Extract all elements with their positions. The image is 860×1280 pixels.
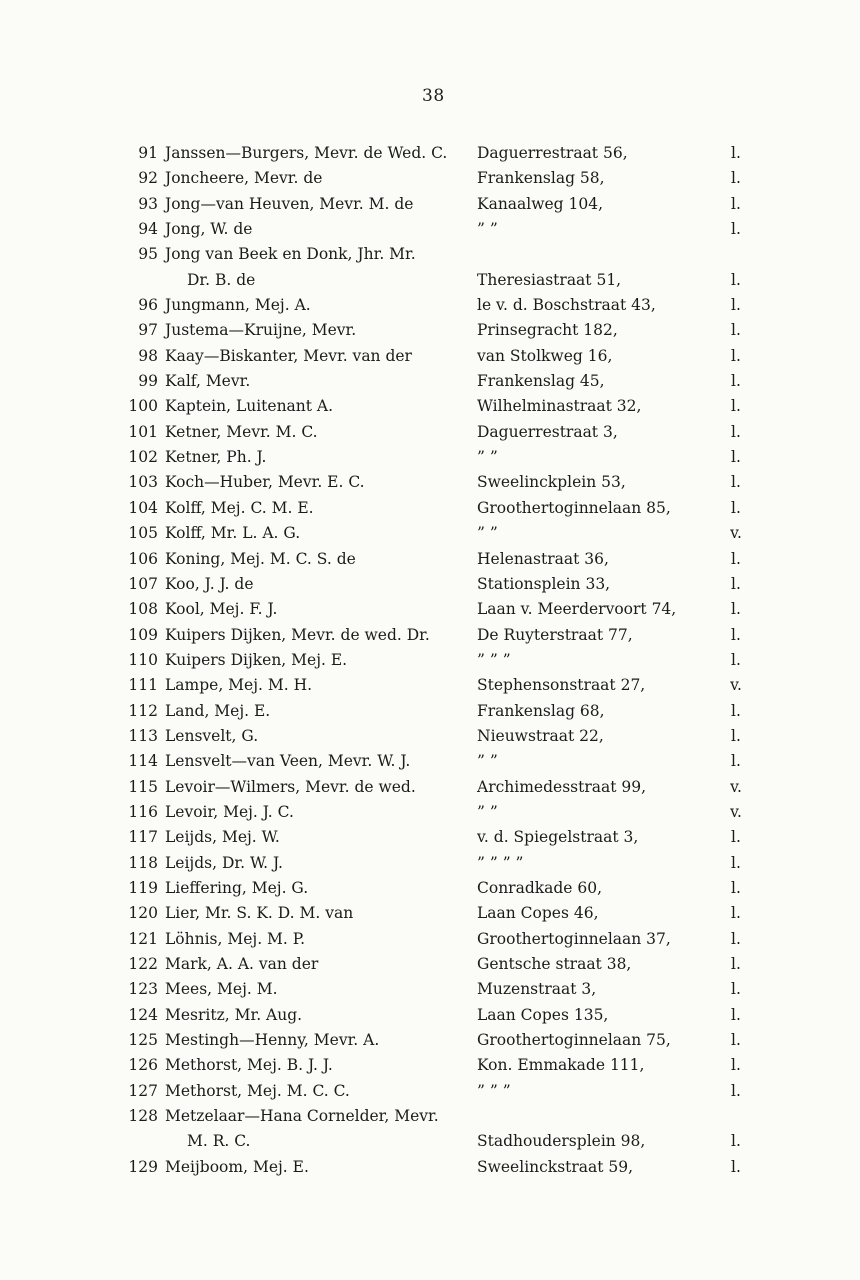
register-entry xyxy=(0,496,860,521)
entry-number: 93 xyxy=(138,194,158,213)
entry-address: Stephensonstraat 27, xyxy=(477,676,646,695)
register-entry xyxy=(0,394,860,419)
entry-name: Land, Mej. E. xyxy=(165,701,271,720)
entry-number: 124 xyxy=(128,1005,158,1024)
entry-number: 98 xyxy=(138,346,158,365)
entry-name: Koo, J. J. de xyxy=(165,574,254,593)
register-entry xyxy=(0,369,860,394)
register-entry xyxy=(0,547,860,572)
register-entry xyxy=(0,749,860,774)
entry-status: l. xyxy=(731,296,741,315)
register-entry xyxy=(0,344,860,369)
entry-number: 105 xyxy=(128,524,158,543)
entry-number: 96 xyxy=(138,296,158,315)
entry-address: v. d. Spiegelstraat 3, xyxy=(477,828,639,847)
entry-name-continuation: Dr. B. de xyxy=(187,270,256,289)
entry-address: Laan v. Meerdervoort 74, xyxy=(477,600,677,619)
entry-name: Ketner, Ph. J. xyxy=(165,448,267,467)
entry-address: Wilhelminastraat 32, xyxy=(477,397,642,416)
entry-name: Mees, Mej. M. xyxy=(165,980,278,999)
entry-status: l. xyxy=(731,169,741,188)
entry-name: Joncheere, Mevr. de xyxy=(165,169,323,188)
entry-status: l. xyxy=(731,397,741,416)
entry-number: 115 xyxy=(128,777,158,796)
entry-number: 92 xyxy=(138,169,158,188)
register-entry xyxy=(0,470,860,495)
entry-number: 110 xyxy=(128,650,158,669)
entry-number: 109 xyxy=(128,625,158,644)
entry-address: Muzenstraat 3, xyxy=(477,980,597,999)
register-entry xyxy=(0,825,860,850)
entry-number: 117 xyxy=(128,828,158,847)
entry-number: 99 xyxy=(138,372,158,391)
entry-status: l. xyxy=(731,1081,741,1100)
entry-address: Archimedesstraat 99, xyxy=(477,777,647,796)
entry-number: 100 xyxy=(128,397,158,416)
entry-name: Metzelaar—Hana Cornelder, Mevr. xyxy=(165,1107,439,1126)
entry-address: Sweelinckstraat 59, xyxy=(477,1157,634,1176)
entry-status: l. xyxy=(731,701,741,720)
entry-name: Meijboom, Mej. E. xyxy=(165,1157,309,1176)
entry-address: Stadhoudersplein 98, xyxy=(477,1132,646,1151)
register-entry xyxy=(0,1104,860,1155)
entry-name: Leijds, Mej. W. xyxy=(165,828,280,847)
entry-number: 108 xyxy=(128,600,158,619)
entry-number: 111 xyxy=(128,676,158,695)
entry-status: l. xyxy=(731,955,741,973)
entry-name-continuation: M. R. C. xyxy=(187,1132,251,1151)
entry-address: ” ” ” xyxy=(477,650,511,669)
register-entry xyxy=(0,420,860,445)
register-entry xyxy=(0,673,860,698)
entry-status: l. xyxy=(731,346,741,365)
entry-name: Mesritz, Mr. Aug. xyxy=(165,1005,303,1024)
entry-status: v. xyxy=(730,676,742,695)
entry-number: 125 xyxy=(128,1031,158,1050)
entry-status: l. xyxy=(731,473,741,492)
entry-number: 102 xyxy=(128,448,158,467)
entry-name: Ketner, Mevr. M. C. xyxy=(165,422,318,441)
entry-name: Kolff, Mr. L. A. G. xyxy=(165,524,301,543)
entry-status: l. xyxy=(731,372,741,391)
register-entry xyxy=(0,166,860,191)
entry-status: l. xyxy=(731,650,741,669)
entry-address: Daguerrestraat 56, xyxy=(477,144,628,162)
entry-name: Lensvelt, G. xyxy=(165,726,259,745)
register-entry xyxy=(0,699,860,724)
entry-status: l. xyxy=(731,321,741,340)
entry-name: Kalf, Mevr. xyxy=(165,372,251,391)
entry-name: Kolff, Mej. C. M. E. xyxy=(165,498,314,517)
register-entry xyxy=(0,597,860,622)
entry-name: Jungmann, Mej. A. xyxy=(165,296,311,315)
entry-address: ” ” xyxy=(477,524,498,543)
entry-name: Löhnis, Mej. M. P. xyxy=(165,929,305,948)
entry-status: l. xyxy=(731,1157,741,1176)
entry-number: 91 xyxy=(138,144,158,162)
entry-address: ” ” xyxy=(477,752,498,771)
entry-name: Kool, Mej. F. J. xyxy=(165,600,278,619)
entry-name: Levoir—Wilmers, Mevr. de wed. xyxy=(165,777,416,796)
register-entry xyxy=(0,775,860,800)
register-entry xyxy=(0,521,860,546)
entry-number: 113 xyxy=(128,726,158,745)
register-entry xyxy=(0,851,860,876)
entry-name: Leijds, Dr. W. J. xyxy=(165,853,283,872)
entry-number: 118 xyxy=(128,853,158,872)
entry-name: Koning, Mej. M. C. S. de xyxy=(165,549,356,568)
entry-address: ” ” xyxy=(477,220,498,239)
register-entry xyxy=(0,901,860,926)
register-entry xyxy=(0,623,860,648)
entry-number: 112 xyxy=(128,701,158,720)
register-entry xyxy=(0,927,860,952)
entry-number: 128 xyxy=(128,1107,158,1126)
entry-name: Kuipers Dijken, Mej. E. xyxy=(165,650,348,669)
entry-address: De Ruyterstraat 77, xyxy=(477,625,633,644)
entry-name: Mark, A. A. van der xyxy=(165,955,319,973)
entry-number: 94 xyxy=(138,220,158,239)
entry-number: 127 xyxy=(128,1081,158,1100)
entry-name: Kaptein, Luitenant A. xyxy=(165,397,334,416)
entry-address: Kon. Emmakade 111, xyxy=(477,1056,645,1075)
entry-address: Theresiastraat 51, xyxy=(477,270,622,289)
entry-status: l. xyxy=(731,498,741,517)
entry-address: Conradkade 60, xyxy=(477,878,603,897)
entry-name: Lieffering, Mej. G. xyxy=(165,878,309,897)
register-entry xyxy=(0,141,860,166)
entry-name: Jong—van Heuven, Mevr. M. de xyxy=(165,194,414,213)
register-entry xyxy=(0,445,860,470)
entry-status: l. xyxy=(731,726,741,745)
entry-address: Helenastraat 36, xyxy=(477,549,609,568)
register-entry xyxy=(0,952,860,977)
register-entry xyxy=(0,1079,860,1104)
entry-name: Lier, Mr. S. K. D. M. van xyxy=(165,904,354,923)
entry-name: Mestingh—Henny, Mevr. A. xyxy=(165,1031,380,1050)
entry-address: Frankenslag 45, xyxy=(477,372,605,391)
entry-address: Groothertoginnelaan 85, xyxy=(477,498,671,517)
entry-address: Nieuwstraat 22, xyxy=(477,726,604,745)
entry-status: l. xyxy=(731,574,741,593)
register-entry xyxy=(0,293,860,318)
entry-name: Kaay—Biskanter, Mevr. van der xyxy=(165,346,412,365)
entry-status: l. xyxy=(731,1132,741,1151)
entry-address: Frankenslag 58, xyxy=(477,169,605,188)
entry-number: 116 xyxy=(128,802,158,821)
entry-status: l. xyxy=(731,853,741,872)
entry-number: 107 xyxy=(128,574,158,593)
entry-status: l. xyxy=(731,270,741,289)
entry-status: v. xyxy=(730,777,742,796)
entry-address: Groothertoginnelaan 75, xyxy=(477,1031,671,1050)
entry-number: 122 xyxy=(128,955,158,973)
entry-status: l. xyxy=(731,878,741,897)
entry-address: Prinsegracht 182, xyxy=(477,321,618,340)
entry-name: Jong van Beek en Donk, Jhr. Mr. xyxy=(165,245,416,264)
register-entry xyxy=(0,1155,860,1180)
entry-address: Groothertoginnelaan 37, xyxy=(477,929,671,948)
entry-number: 97 xyxy=(138,321,158,340)
entry-name: Levoir, Mej. J. C. xyxy=(165,802,294,821)
entry-name: Koch—Huber, Mevr. E. C. xyxy=(165,473,365,492)
entry-address: ” ” ” xyxy=(477,1081,511,1100)
register-entry xyxy=(0,572,860,597)
page-number: 38 xyxy=(422,86,445,106)
entry-status: l. xyxy=(731,929,741,948)
entry-status: l. xyxy=(731,1056,741,1075)
entry-status: l. xyxy=(731,828,741,847)
entry-name: Lampe, Mej. M. H. xyxy=(165,676,313,695)
register-entry xyxy=(0,217,860,242)
entry-number: 119 xyxy=(128,878,158,897)
entry-name: Janssen—Burgers, Mevr. de Wed. C. xyxy=(165,144,448,162)
entry-status: l. xyxy=(731,220,741,239)
entry-status: l. xyxy=(731,549,741,568)
entry-status: l. xyxy=(731,1005,741,1024)
entry-number: 101 xyxy=(128,422,158,441)
entry-status: l. xyxy=(731,448,741,467)
entry-number: 121 xyxy=(128,929,158,948)
entry-address: Laan Copes 135, xyxy=(477,1005,609,1024)
register-entry xyxy=(0,1003,860,1028)
register-entry xyxy=(0,1028,860,1053)
entry-status: l. xyxy=(731,194,741,213)
entry-name: Kuipers Dijken, Mevr. de wed. Dr. xyxy=(165,625,430,644)
entry-address: Sweelinckplein 53, xyxy=(477,473,626,492)
member-register xyxy=(0,141,860,1180)
entry-status: l. xyxy=(731,904,741,923)
register-entry xyxy=(0,876,860,901)
entry-address: le v. d. Boschstraat 43, xyxy=(477,296,656,315)
register-entry xyxy=(0,800,860,825)
entry-address: Frankenslag 68, xyxy=(477,701,605,720)
entry-address: van Stolkweg 16, xyxy=(477,346,613,365)
register-entry xyxy=(0,318,860,343)
entry-status: l. xyxy=(731,422,741,441)
entry-number: 129 xyxy=(128,1157,158,1176)
register-entry xyxy=(0,242,860,293)
entry-number: 123 xyxy=(128,980,158,999)
entry-status: v. xyxy=(730,802,742,821)
entry-address: Stationsplein 33, xyxy=(477,574,611,593)
entry-status: v. xyxy=(730,524,742,543)
entry-status: l. xyxy=(731,980,741,999)
entry-name: Justema—Kruijne, Mevr. xyxy=(165,321,357,340)
entry-number: 106 xyxy=(128,549,158,568)
entry-status: l. xyxy=(731,1031,741,1050)
entry-number: 120 xyxy=(128,904,158,923)
entry-number: 104 xyxy=(128,498,158,517)
register-entry xyxy=(0,648,860,673)
entry-number: 95 xyxy=(138,245,158,264)
entry-status: l. xyxy=(731,752,741,771)
entry-address: Daguerrestraat 3, xyxy=(477,422,618,441)
entry-address: Gentsche straat 38, xyxy=(477,955,632,973)
entry-number: 114 xyxy=(128,752,158,771)
entry-address: ” ” xyxy=(477,448,498,467)
entry-number: 126 xyxy=(128,1056,158,1075)
entry-address: ” ” xyxy=(477,802,498,821)
register-entry xyxy=(0,724,860,749)
entry-address: Laan Copes 46, xyxy=(477,904,599,923)
entry-status: l. xyxy=(731,600,741,619)
register-entry xyxy=(0,192,860,217)
entry-name: Methorst, Mej. B. J. J. xyxy=(165,1056,333,1075)
entry-address: ” ” ” ” xyxy=(477,853,524,872)
register-entry xyxy=(0,977,860,1002)
entry-name: Lensvelt—van Veen, Mevr. W. J. xyxy=(165,752,411,771)
entry-number: 103 xyxy=(128,473,158,492)
entry-status: l. xyxy=(731,144,741,162)
register-entry xyxy=(0,1053,860,1078)
entry-name: Jong, W. de xyxy=(165,220,253,239)
entry-status: l. xyxy=(731,625,741,644)
entry-address: Kanaalweg 104, xyxy=(477,194,604,213)
entry-name: Methorst, Mej. M. C. C. xyxy=(165,1081,350,1100)
